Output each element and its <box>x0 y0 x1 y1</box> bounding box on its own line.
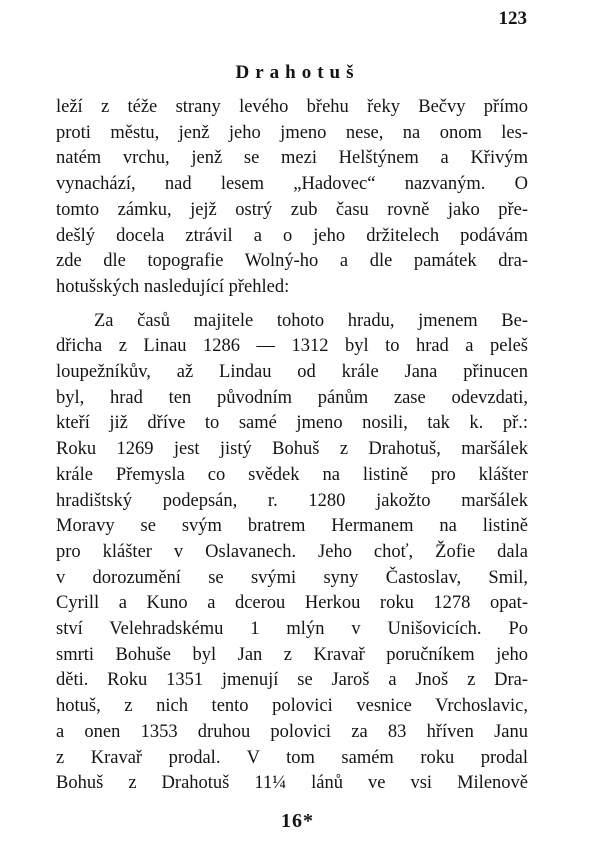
chapter-title: Drahotuš <box>235 62 360 83</box>
text-line: Za časů majitele tohoto hradu, jmenem Be- <box>94 310 528 331</box>
text-line: hradištský podepsán, r. 1280 jakožto maršálek <box>56 490 528 511</box>
text-line: z Kravař prodal. V tom samém roku prodal <box>56 747 528 768</box>
text-line: natém vrchu, jenž se mezi Helštýnem a Křivým <box>56 148 528 169</box>
body-text <box>56 95 528 805</box>
text-line: byl, hrad ten původním pánům zase odevzdati, <box>56 387 528 408</box>
text-line: krále Přemysla co svědek na listině pro klášter <box>56 464 528 485</box>
text-line: Roku 1269 jest jistý Bohuš z Drahotuš, maršálek <box>56 439 528 460</box>
paragraph-2 <box>56 309 528 797</box>
text-line: tomto zámku, jejž ostrý zub času rovně jako pře- <box>56 199 528 220</box>
text-line: vynachází, nad lesem „Hadovec“ nazvaným. O <box>56 174 528 195</box>
text-line: kteří již dříve to samé jmeno nosili, tak k. př.: <box>56 413 528 434</box>
text-line: ství Velehradskému 1 mlýn v Unišovicích. Po <box>56 619 528 640</box>
text-line: loupežníkův, až Lindau od krále Jana přinucen <box>56 362 528 383</box>
text-line: pro klášter v Oslavanech. Jeho choť, Žofie dala <box>56 541 528 562</box>
paragraph-1 <box>56 95 528 301</box>
text-line: Cyrill a Kuno a dcerou Herkou roku 1278 opat- <box>56 593 528 614</box>
signature-mark: 16* <box>281 810 314 832</box>
text-line: zde dle topografie Wolný-ho a dle památek dra- <box>56 251 528 272</box>
text-line: a onen 1353 druhou polovici za 83 hříven Janu <box>56 721 528 742</box>
text-line: hotuš, z nich tento polovici vesnice Vrchoslavic, <box>56 696 528 717</box>
text-line: leží z téže strany levého břehu řeky Bečvy přímo <box>56 97 528 117</box>
text-line: proti městu, jenž jeho jmeno nese, na onom les- <box>56 122 528 143</box>
text-line: smrti Bohuše byl Jan z Kravař poručníkem jeho <box>56 644 528 665</box>
text-line: hotušských nasledující přehled: <box>56 276 290 297</box>
text-line: děti. Roku 1351 jmenují se Jaroš a Jnoš z Dra- <box>56 670 528 691</box>
page-number: 123 <box>498 8 527 29</box>
text-line: dešlý docela ztrávil a o jeho držitelech podávám <box>56 225 528 246</box>
text-line: Bohuš z Drahotuš 11¼ lánů ve vsi Milenově <box>56 773 528 794</box>
text-line: Moravy se svým bratrem Hermanem na listině <box>56 516 528 537</box>
text-line: v dorozumění se svými syny Častoslav, Smil, <box>56 567 528 588</box>
text-line: dřicha z Linau 1286 — 1312 byl to hrad a peleš <box>56 336 528 357</box>
